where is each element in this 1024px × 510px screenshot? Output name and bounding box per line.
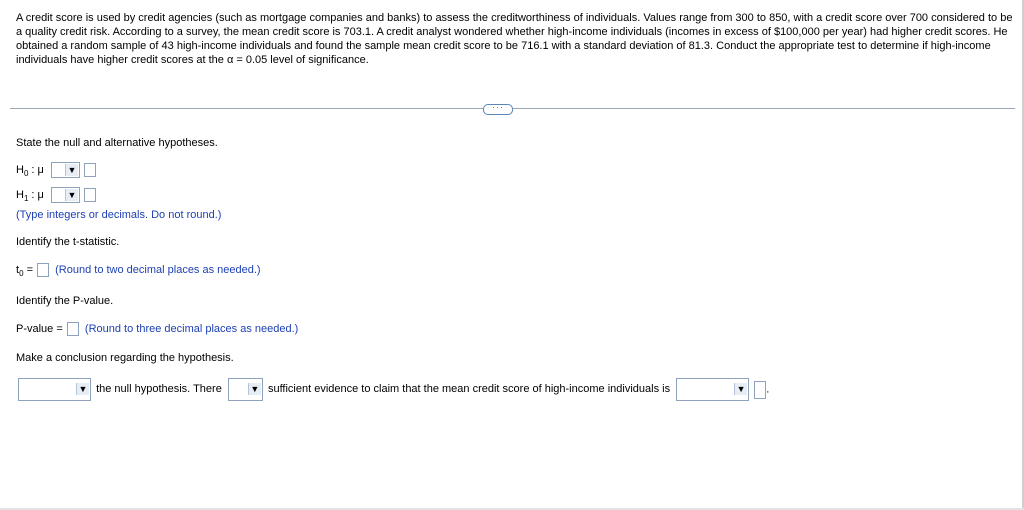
dropdown-arrow-icon: ▼	[76, 383, 89, 395]
pvalue-label: P-value =	[16, 322, 63, 335]
h1-row	[16, 187, 96, 203]
h1-operator-select[interactable]	[51, 187, 80, 203]
conclusion-text-1: the null hypothesis. There	[96, 383, 222, 396]
h1-label: $H_1$	[16, 188, 29, 203]
conclusion-end: .	[766, 383, 770, 396]
conclusion-text-2: sufficient evidence to claim that the mean credit score of high-income individuals is	[267, 383, 671, 396]
dropdown-arrow-icon: ▼	[734, 383, 747, 395]
evidence-select[interactable]	[228, 378, 263, 401]
conclusion-prompt: Make a conclusion regarding the hypothesis.	[16, 352, 234, 364]
h0-operator-select[interactable]	[51, 162, 80, 178]
tstat-input[interactable]	[37, 263, 49, 277]
h1-value-input[interactable]	[84, 188, 96, 202]
h1-param: : μ	[31, 188, 44, 201]
pvalue-input[interactable]	[67, 322, 79, 336]
dropdown-arrow-icon: ▼	[65, 189, 78, 201]
dropdown-arrow-icon: ▼	[65, 164, 78, 176]
comparison-select[interactable]	[676, 378, 749, 401]
pvalue-prompt: Identify the P-value.	[16, 295, 114, 307]
expand-more-button[interactable]: ···	[483, 104, 513, 115]
pvalue-hint: (Round to three decimal places as needed.)	[84, 322, 299, 335]
hypotheses-hint: (Type integers or decimals. Do not round.)	[16, 209, 222, 221]
problem-statement: A credit score is used by credit agencies (such as mortgage companies and banks) to assess the creditworthiness of individuals. Values range from 300 to 850, with a credit score over 700 considered to be a quality credit risk. According to a survey, the mean credit score is 703.1. A credit analyst wondered whether high-income individuals (incomes in excess of $100,000 per year) had higher credit scores. He obtained a random sample of 43 high-income individuals and found the sample mean credit score to be 716.1 with a standard deviation of 81.3. Conduct the appropriate test to determine if high-income individuals have higher credit scores at the α = 0.05 level of significance.	[16, 12, 1013, 66]
reject-decision-select[interactable]	[18, 378, 91, 401]
tstat-row	[16, 263, 261, 277]
tstat-label: $t_0$ =	[16, 263, 34, 278]
h0-value-input[interactable]	[84, 163, 96, 177]
hypotheses-prompt: State the null and alternative hypotheses.	[16, 137, 218, 149]
pvalue-row	[16, 322, 298, 336]
conclusion-value-input[interactable]	[754, 381, 766, 399]
tstat-prompt: Identify the t-statistic.	[16, 236, 120, 248]
h0-row	[16, 162, 96, 178]
conclusion-row	[18, 378, 769, 401]
h0-param: : μ	[31, 163, 44, 176]
h0-label: $H_0$	[16, 163, 29, 178]
tstat-hint: (Round to two decimal places as needed.)	[55, 263, 261, 276]
dropdown-arrow-icon: ▼	[248, 383, 261, 395]
